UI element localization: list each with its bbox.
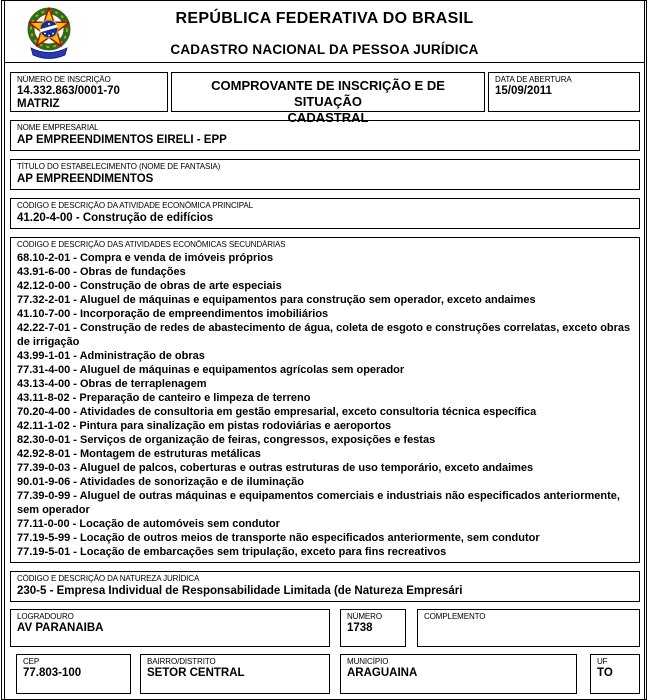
district-box (140, 654, 330, 694)
street-box (10, 609, 330, 647)
state-label: UF (597, 657, 608, 666)
opening-date-value: 15/09/2011 (495, 85, 552, 97)
secondary-activities-list (17, 251, 633, 559)
republic-title: REPÚBLICA FEDERATIVA DO BRASIL (175, 10, 474, 27)
cep-box (16, 654, 131, 694)
document-title-box (171, 72, 485, 125)
city-box (340, 654, 577, 694)
secondary-activity-item: 42.11-1-02 - Pintura para sinalização em pistas rodoviárias e aeroportos (17, 420, 392, 432)
document-title-line1: COMPROVANTE DE INSCRIÇÃO E DE SITUAÇÃO (211, 78, 445, 109)
brazil-coat-of-arms-icon (18, 5, 80, 61)
cep-label: CEP (23, 657, 40, 666)
cnpj-document (4, 0, 645, 694)
secondary-activities-label: CÓDIGO E DESCRIÇÃO DAS ATIVIDADES ECONÔMICAS SECUNDÁRIAS (17, 240, 286, 249)
complement-box (417, 609, 640, 647)
secondary-activity-item: 68.10-2-01 - Compra e venda de imóveis próprios (17, 252, 274, 264)
secondary-activity-item: 70.20-4-00 - Atividades de consultoria em gestão empresarial, exceto consultoria técnica específica (17, 406, 537, 418)
secondary-activity-item: 41.10-7-00 - Incorporação de empreendimentos imobiliários (17, 308, 329, 320)
secondary-activity-item: 77.19-5-01 - Locação de embarcações sem tripulação, exceto para fins recreativos (17, 546, 447, 558)
secondary-activity-item: 90.01-9-06 - Atividades de sonorização e de iluminação (17, 476, 304, 488)
secondary-activity-item: 77.39-0-03 - Aluguel de palcos, coberturas e outras estruturas de uso temporário, exceto andaimes (17, 462, 534, 474)
street-number-value: 1738 (347, 622, 373, 634)
company-name-label: NOME EMPRESARIAL (17, 123, 99, 132)
registry-title: CADASTRO NACIONAL DA PESSOA JURÍDICA (170, 42, 479, 57)
secondary-activity-item: 43.11-8-02 - Preparação de canteiro e limpeza de terreno (17, 392, 311, 404)
complement-label: COMPLEMENTO (424, 612, 486, 621)
street-number-label: NÚMERO (347, 612, 382, 621)
secondary-activities-box (10, 237, 640, 563)
state-box (590, 654, 640, 694)
secondary-activity-item: 77.39-0-99 - Aluguel de outras máquinas e equipamentos comerciais e industriais não especificados anteriormente, sem operador (17, 490, 620, 516)
secondary-activity-item: 42.12-0-00 - Construção de obras de arte especiais (17, 280, 282, 292)
secondary-activity-item: 43.13-4-00 - Obras de terraplenagem (17, 378, 207, 390)
street-label: LOGRADOURO (17, 612, 74, 621)
inscription-number-box (10, 72, 168, 112)
top-info-row (10, 72, 640, 125)
inscription-unit-type: MATRIZ (17, 98, 60, 110)
inscription-number-value: 14.332.863/0001-70 (17, 85, 120, 97)
inscription-number-label: NÚMERO DE INSCRIÇÃO (17, 75, 111, 84)
address-row (10, 609, 640, 647)
document-header (4, 0, 645, 63)
secondary-activity-item: 77.19-5-99 - Locação de outros meios de transporte não especificados anteriormente, sem condutor (17, 532, 540, 544)
cep-row (16, 654, 640, 694)
secondary-activity-item: 42.22-7-01 - Construção de redes de abastecimento de água, coleta de esgoto e construções correlatas, exceto obras de irrigação (17, 322, 631, 348)
opening-date-box (488, 72, 640, 112)
legal-nature-box (10, 571, 640, 602)
legal-nature-value: 230-5 - Empresa Individual de Responsabilidade Limitada (de Natureza Empresári (17, 585, 463, 597)
secondary-activity-item: 82.30-0-01 - Serviços de organização de feiras, congressos, exposições e festas (17, 434, 436, 446)
secondary-activity-item: 42.92-8-01 - Montagem de estruturas metálicas (17, 448, 261, 460)
secondary-activity-item: 77.31-4-00 - Aluguel de máquinas e equipamentos agrícolas sem operador (17, 364, 405, 376)
secondary-activity-item: 77.11-0-00 - Locação de automóveis sem condutor (17, 518, 280, 530)
city-label: MUNICÍPIO (347, 657, 389, 666)
street-number-box (340, 609, 406, 647)
district-value: SETOR CENTRAL (147, 667, 245, 679)
secondary-activity-item: 43.99-1-01 - Administração de obras (17, 350, 205, 362)
trade-name-box (10, 159, 640, 190)
primary-activity-label: CÓDIGO E DESCRIÇÃO DA ATIVIDADE ECONÔMICA PRINCIPAL (17, 201, 253, 210)
street-value: AV PARANAIBA (17, 622, 104, 634)
city-value: ARAGUAINA (347, 667, 418, 679)
primary-activity-box (10, 198, 640, 229)
opening-date-label: DATA DE ABERTURA (495, 75, 572, 84)
district-label: BAIRRO/DISTRITO (147, 657, 216, 666)
legal-nature-label: CÓDIGO E DESCRIÇÃO DA NATUREZA JURÍDICA (17, 574, 200, 583)
document-title-line2: CADASTRAL (287, 110, 369, 125)
secondary-activity-item: 43.91-6-00 - Obras de fundações (17, 266, 186, 278)
secondary-activity-item: 77.32-2-01 - Aluguel de máquinas e equipamentos para construção sem operador, exceto andaimes (17, 294, 536, 306)
state-value: TO (597, 667, 613, 679)
trade-name-value: AP EMPREENDIMENTOS (17, 173, 154, 185)
company-name-value: AP EMPREENDIMENTOS EIRELI - EPP (17, 134, 227, 146)
trade-name-label: TÍTULO DO ESTABELECIMENTO (NOME DE FANTASIA) (17, 162, 221, 171)
cep-value: 77.803-100 (23, 667, 82, 679)
primary-activity-value: 41.20-4-00 - Construção de edifícios (17, 212, 214, 224)
